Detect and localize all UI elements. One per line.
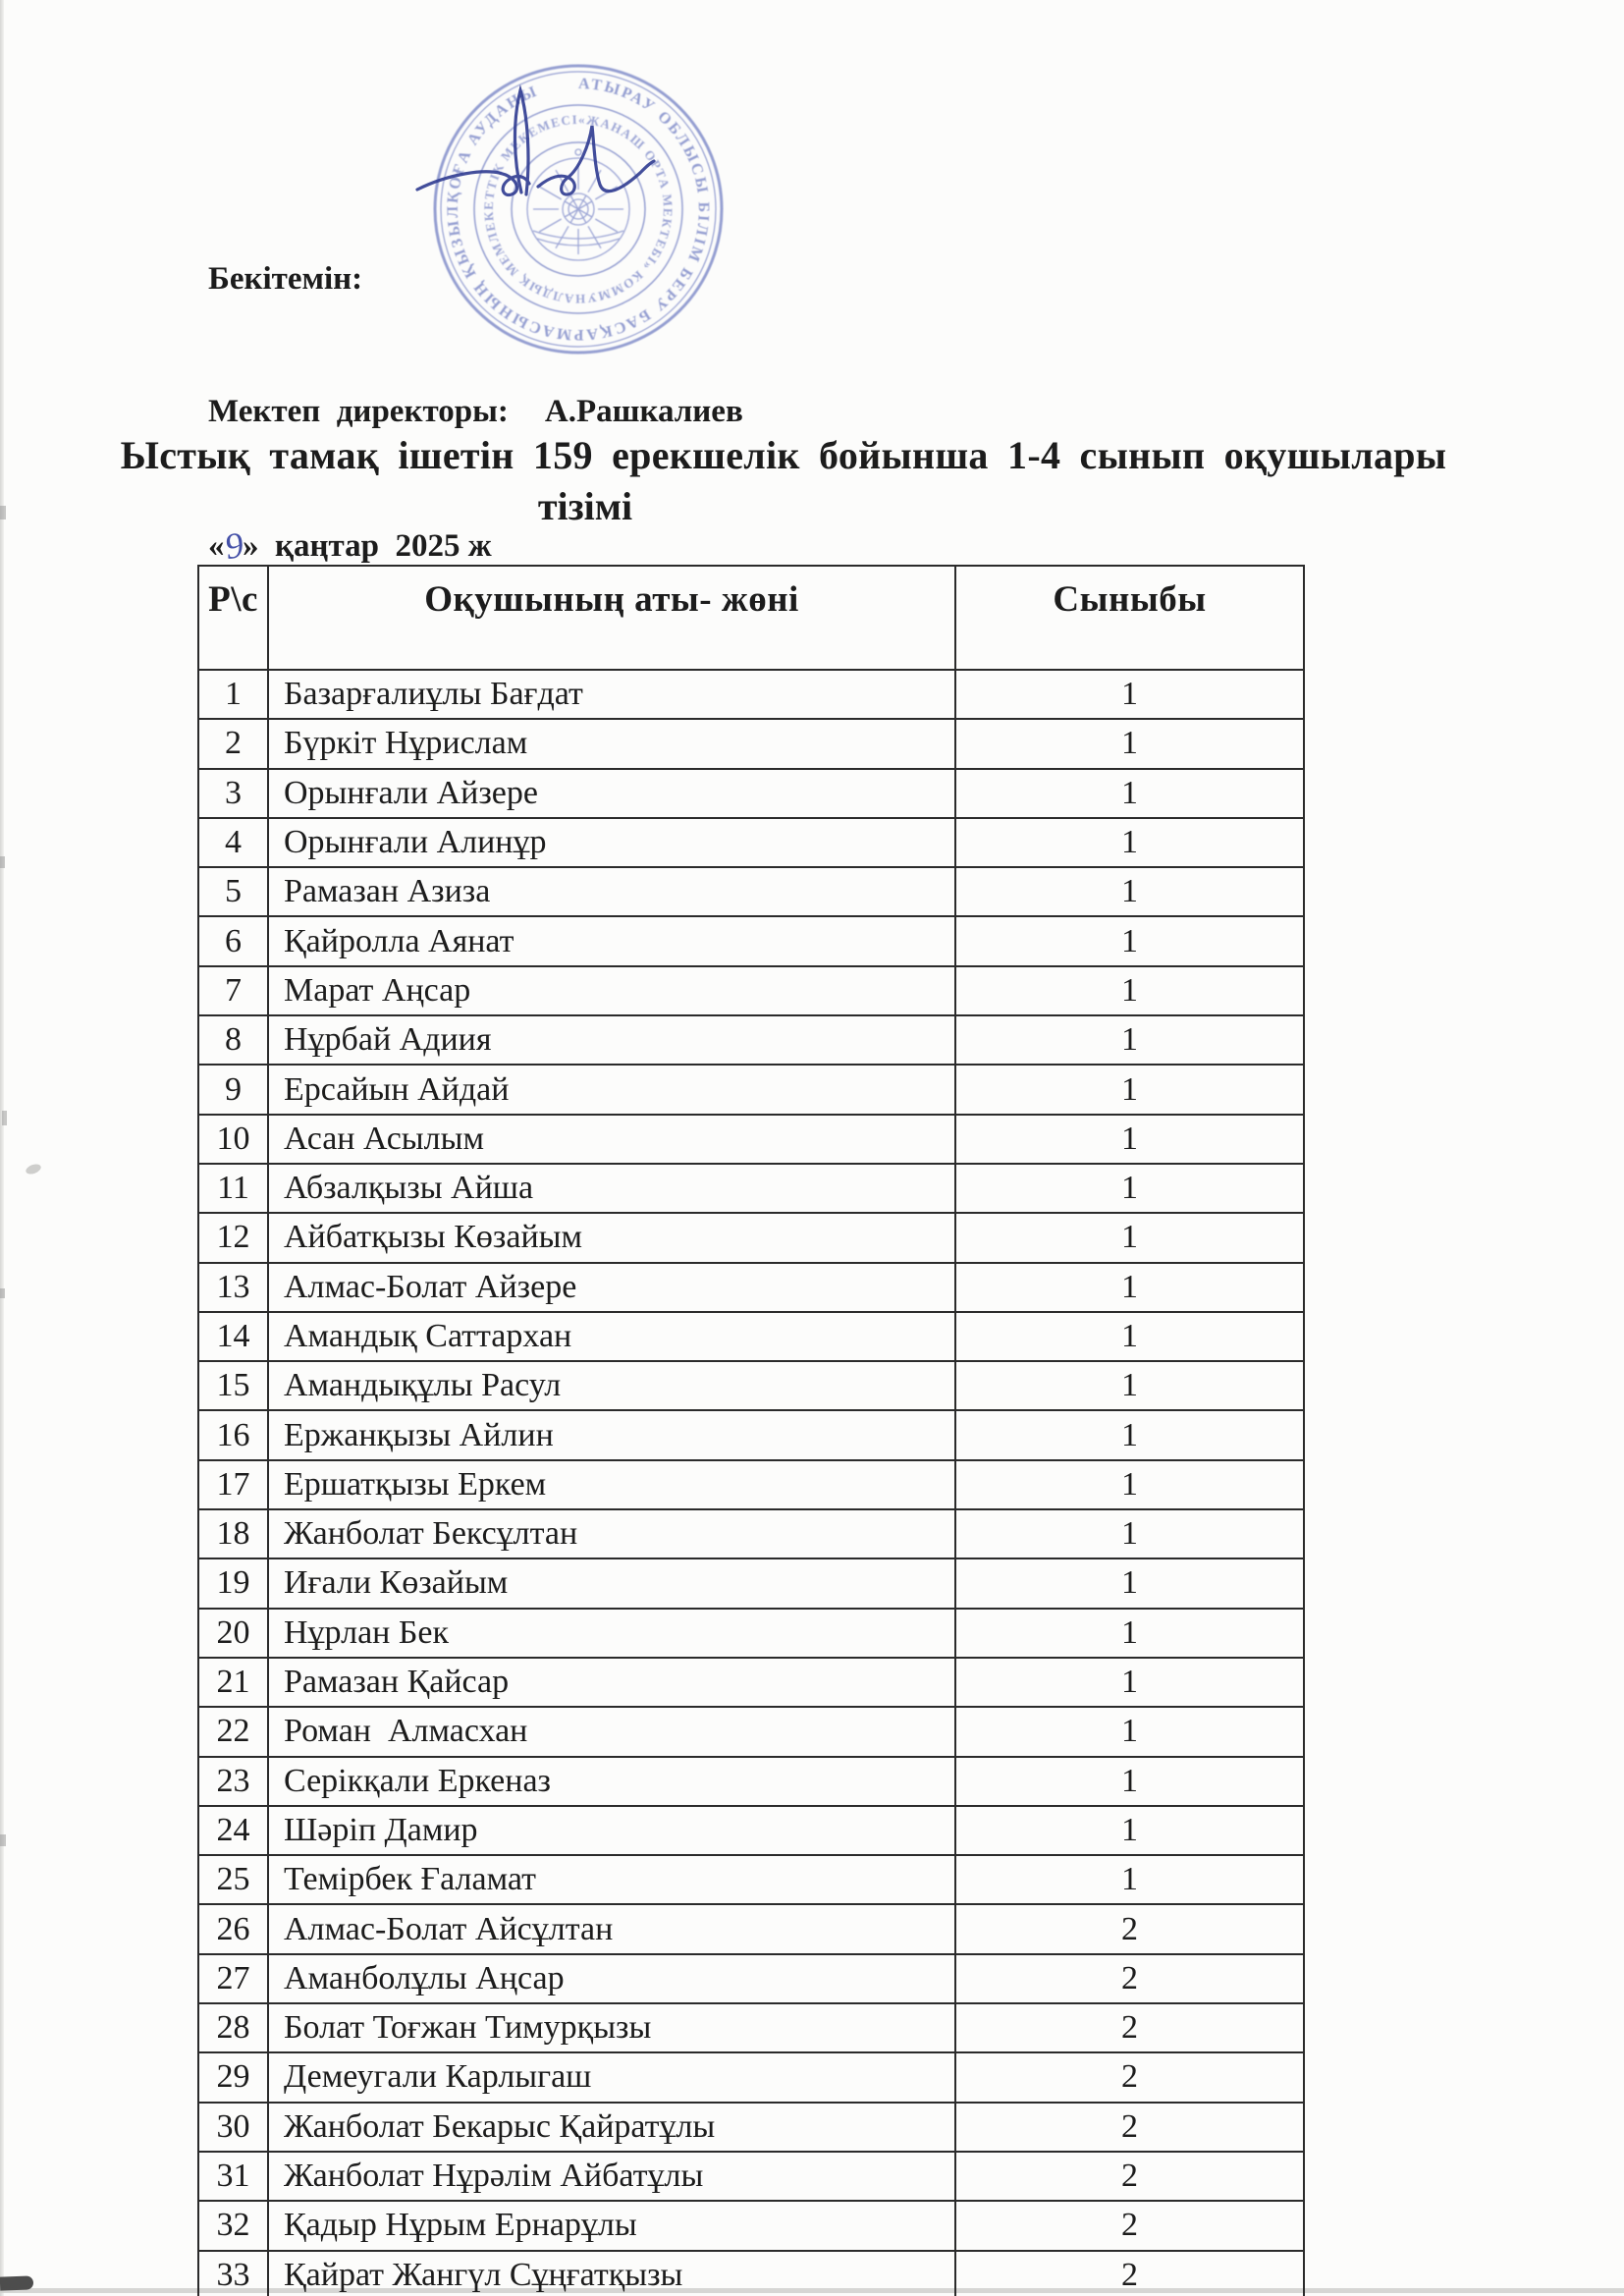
- table-row: [198, 769, 1304, 818]
- grade-value: 1: [955, 916, 1304, 965]
- approval-approve-label: Бекітемін:: [208, 261, 363, 297]
- row-number: 15: [198, 1361, 268, 1410]
- row-number: 21: [198, 1658, 268, 1707]
- table-row: [198, 966, 1304, 1015]
- document-title-line2: тізімі: [537, 484, 633, 528]
- scan-smudge: [25, 1163, 42, 1176]
- grade-value: 1: [955, 1213, 1304, 1262]
- grade-value: 1: [955, 1312, 1304, 1361]
- grade-value: 1: [955, 769, 1304, 818]
- table-header-row: [198, 566, 1304, 670]
- row-number: 11: [198, 1164, 268, 1213]
- table-row: [198, 2152, 1304, 2201]
- student-name: Алмас-Болат Айсұлтан: [268, 1904, 955, 1953]
- table-row: [198, 1213, 1304, 1262]
- table-row: [198, 2052, 1304, 2102]
- student-name: Орынғали Айзере: [268, 769, 955, 818]
- header-student-name: Оқушының аты- жөні: [268, 566, 955, 670]
- table-row: [198, 1904, 1304, 1953]
- grade-value: 1: [955, 818, 1304, 867]
- table-row: [198, 2251, 1304, 2296]
- row-number: 13: [198, 1263, 268, 1312]
- row-number: 33: [198, 2251, 268, 2296]
- row-number: 10: [198, 1115, 268, 1164]
- student-name: Марат Аңсар: [268, 966, 955, 1015]
- grade-value: 1: [955, 1164, 1304, 1213]
- grade-value: 1: [955, 1558, 1304, 1608]
- grade-value: 1: [955, 1361, 1304, 1410]
- grade-value: 2: [955, 2052, 1304, 2102]
- scan-speck: [0, 1288, 5, 1298]
- table-row: [198, 867, 1304, 916]
- student-name: Ершатқызы Еркем: [268, 1460, 955, 1509]
- approval-line-1: [208, 257, 743, 301]
- row-number: 5: [198, 867, 268, 916]
- scan-speck: [2, 1111, 7, 1125]
- table-row: [198, 2103, 1304, 2152]
- grade-value: 1: [955, 670, 1304, 719]
- grade-value: 2: [955, 2152, 1304, 2201]
- table-row: [198, 1164, 1304, 1213]
- row-number: 14: [198, 1312, 268, 1361]
- row-number: 2: [198, 719, 268, 768]
- student-name: Рамазан Қайсар: [268, 1658, 955, 1707]
- row-number: 28: [198, 2003, 268, 2052]
- grade-value: 2: [955, 1904, 1304, 1953]
- row-number: 25: [198, 1855, 268, 1904]
- grade-value: 1: [955, 1115, 1304, 1164]
- grade-value: 1: [955, 1509, 1304, 1558]
- student-table-body: [198, 566, 1304, 2296]
- approval-line-3: [208, 522, 743, 569]
- table-row: [198, 1015, 1304, 1065]
- table-row: [198, 719, 1304, 768]
- student-name: Амандықұлы Расул: [268, 1361, 955, 1410]
- row-number: 3: [198, 769, 268, 818]
- table-row: [198, 2201, 1304, 2250]
- student-name: Иғали Көзайым: [268, 1558, 955, 1608]
- table-row: [198, 670, 1304, 719]
- table-row: [198, 1757, 1304, 1806]
- student-name: Қайрат Жангүл Сұңғатқызы: [268, 2251, 955, 2296]
- student-name: Ерсайын Айдай: [268, 1065, 955, 1114]
- director-signature: [393, 57, 727, 234]
- grade-value: 1: [955, 1757, 1304, 1806]
- row-number: 7: [198, 966, 268, 1015]
- row-number: 6: [198, 916, 268, 965]
- student-name: Демеугали Карлыгаш: [268, 2052, 955, 2102]
- grade-value: 1: [955, 1460, 1304, 1509]
- stamp-ring-inner-text: «ЖАНАШ ОРТА МЕКТЕБІ» КОММУНАЛДЫҚ МЕМЛЕКЕТТІК МЕКЕМЕСІ: [480, 111, 677, 307]
- grade-value: 1: [955, 1410, 1304, 1459]
- table-row: [198, 1707, 1304, 1756]
- date-open-quote: «: [208, 528, 225, 564]
- row-number: 9: [198, 1065, 268, 1114]
- scan-speck: [0, 1834, 6, 1846]
- handwritten-day: 9: [221, 524, 246, 569]
- table-row: [198, 1855, 1304, 1904]
- director-label: Мектеп директоры:: [208, 394, 509, 429]
- grade-value: 2: [955, 2003, 1304, 2052]
- row-number: 1: [198, 670, 268, 719]
- student-name: Жанболат Бексұлтан: [268, 1509, 955, 1558]
- table-row: [198, 1410, 1304, 1459]
- student-name: Аманболұлы Аңсар: [268, 1954, 955, 2003]
- student-name: Темірбек Ғаламат: [268, 1855, 955, 1904]
- row-number: 23: [198, 1757, 268, 1806]
- student-name: Қайролла Аянат: [268, 916, 955, 965]
- scan-speck: [0, 506, 6, 519]
- table-row: [198, 1312, 1304, 1361]
- scan-bottom-mark: [0, 2275, 33, 2290]
- table-row: [198, 1460, 1304, 1509]
- grade-value: 1: [955, 1263, 1304, 1312]
- grade-value: 1: [955, 1015, 1304, 1065]
- student-name: Нұрбай Адиия: [268, 1015, 955, 1065]
- grade-value: 1: [955, 1065, 1304, 1114]
- students-table: [197, 565, 1305, 2296]
- table-row: [198, 1065, 1304, 1114]
- grade-value: 2: [955, 1954, 1304, 2003]
- director-name: А.Рашкалиев: [544, 394, 743, 429]
- table-row: [198, 1609, 1304, 1658]
- scan-speck: [0, 856, 5, 868]
- date-month-year: » қаңтар 2025 ж: [243, 528, 492, 564]
- approval-line-2: [208, 390, 743, 434]
- table-row: [198, 1806, 1304, 1855]
- grade-value: 2: [955, 2251, 1304, 2296]
- student-name: Рамазан Азиза: [268, 867, 955, 916]
- grade-value: 1: [955, 1658, 1304, 1707]
- row-number: 30: [198, 2103, 268, 2152]
- header-grade: Сыныбы: [955, 566, 1304, 670]
- student-name: Шәріп Дамир: [268, 1806, 955, 1855]
- scan-edge-left: [0, 0, 4, 2296]
- row-number: 27: [198, 1954, 268, 2003]
- table-row: [198, 1558, 1304, 1608]
- student-name: Асан Асылым: [268, 1115, 955, 1164]
- grade-value: 1: [955, 966, 1304, 1015]
- student-name: Бүркіт Нұрислам: [268, 719, 955, 768]
- header-number: Р\с: [198, 566, 268, 670]
- table-row: [198, 818, 1304, 867]
- row-number: 12: [198, 1213, 268, 1262]
- student-name: Нұрлан Бек: [268, 1609, 955, 1658]
- row-number: 20: [198, 1609, 268, 1658]
- grade-value: 1: [955, 1855, 1304, 1904]
- row-number: 8: [198, 1015, 268, 1065]
- row-number: 24: [198, 1806, 268, 1855]
- student-name: Қадыр Нұрым Ернарұлы: [268, 2201, 955, 2250]
- row-number: 31: [198, 2152, 268, 2201]
- student-name: Амандық Саттархан: [268, 1312, 955, 1361]
- grade-value: 1: [955, 867, 1304, 916]
- grade-value: 1: [955, 1609, 1304, 1658]
- row-number: 17: [198, 1460, 268, 1509]
- grade-value: 1: [955, 1806, 1304, 1855]
- table-row: [198, 916, 1304, 965]
- row-number: 4: [198, 818, 268, 867]
- table-row: [198, 1361, 1304, 1410]
- table-row: [198, 1115, 1304, 1164]
- grade-value: 2: [955, 2103, 1304, 2152]
- student-name: Абзалқызы Айша: [268, 1164, 955, 1213]
- table-row: [198, 1263, 1304, 1312]
- student-name: Айбатқызы Көзайым: [268, 1213, 955, 1262]
- row-number: 16: [198, 1410, 268, 1459]
- table-row: [198, 1658, 1304, 1707]
- row-number: 32: [198, 2201, 268, 2250]
- table-row: [198, 1954, 1304, 2003]
- document-title-line1: Ыстық тамақ ішетін 159 ерекшелік бойынша 1-4 сынып оқушылары: [120, 433, 1447, 477]
- student-name: Базарғалиұлы Бағдат: [268, 670, 955, 719]
- student-name: Жанболат Нұрәлім Айбатұлы: [268, 2152, 955, 2201]
- grade-value: 1: [955, 1707, 1304, 1756]
- student-name: Болат Тоғжан Тимурқызы: [268, 2003, 955, 2052]
- row-number: 18: [198, 1509, 268, 1558]
- table-row: [198, 1509, 1304, 1558]
- stamp-ring-outer-text: АТЫРАУ ОБЛЫСЫ БІЛІМ БЕРУ БАСҚАРМАСЫНЫҢ ҚЫЗЫЛҚОҒА АУДАНЫ: [444, 75, 712, 344]
- student-name: Алмас-Болат Айзере: [268, 1263, 955, 1312]
- student-name: Жанболат Бекарыс Қайратұлы: [268, 2103, 955, 2152]
- grade-value: 2: [955, 2201, 1304, 2250]
- student-name: Роман Алмасхан: [268, 1707, 955, 1756]
- student-name: Серікқали Еркеназ: [268, 1757, 955, 1806]
- student-name: Орынғали Алинұр: [268, 818, 955, 867]
- row-number: 29: [198, 2052, 268, 2102]
- row-number: 22: [198, 1707, 268, 1756]
- grade-value: 1: [955, 719, 1304, 768]
- row-number: 19: [198, 1558, 268, 1608]
- table-row: [198, 2003, 1304, 2052]
- row-number: 26: [198, 1904, 268, 1953]
- student-name: Ержанқызы Айлин: [268, 1410, 955, 1459]
